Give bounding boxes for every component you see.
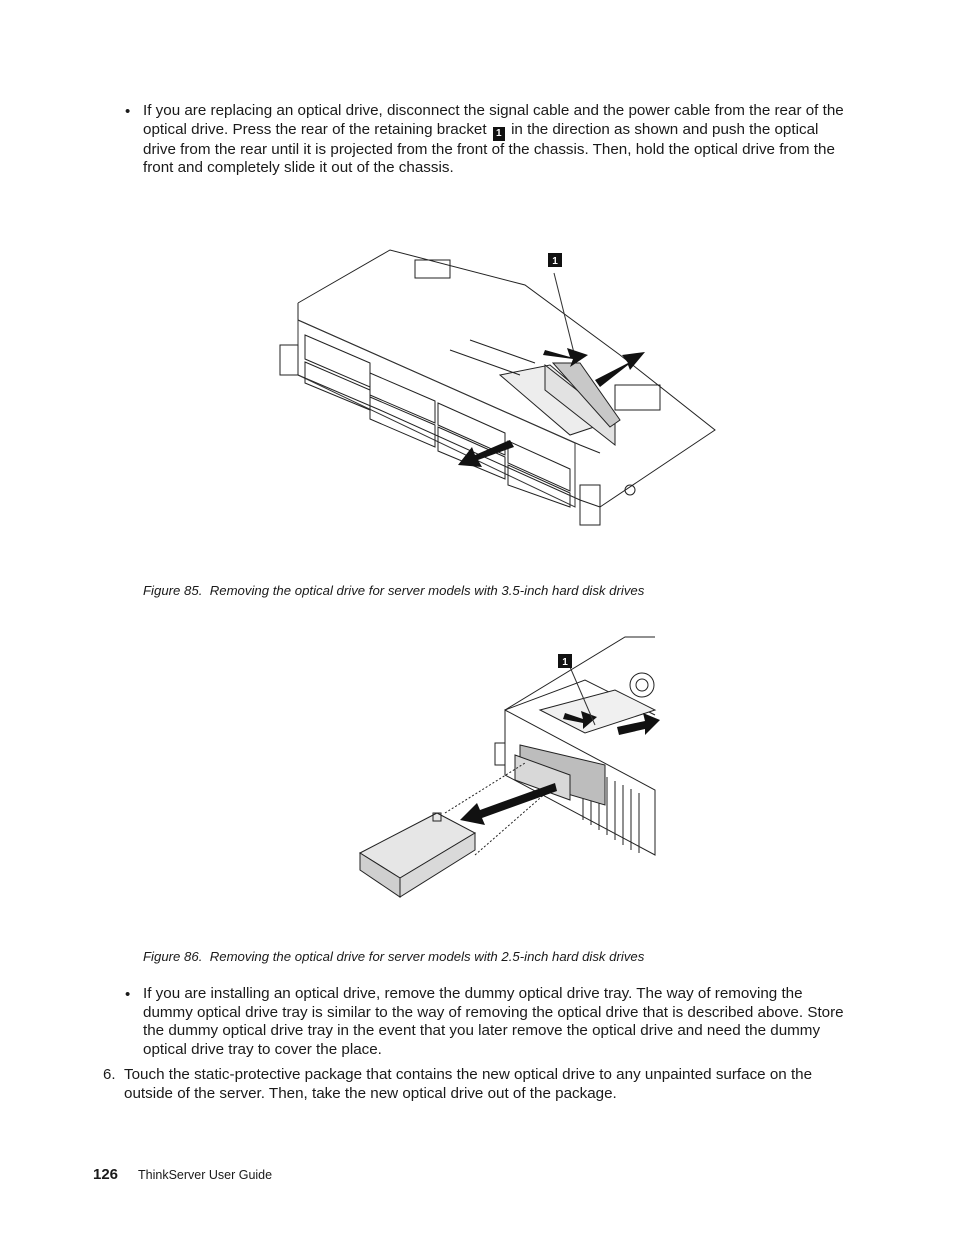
bullet-marker: • (125, 986, 131, 1003)
paragraph-replacing-optical-drive (143, 102, 848, 178)
step-6-text: Touch the static-protective package that contains the new optical drive to any unpainted surface on the outside of the server. Then, take the new optical drive out of the package. (124, 1066, 813, 1102)
callout-badge: 1 (493, 127, 505, 141)
paragraph-text-before-callout: If you are replacing an optical drive, disconnect the signal cable and the power cable from the rear of the optical drive. Press the rear of the retaining bracket (143, 102, 844, 138)
document-title: ThinkServer User Guide (138, 1168, 273, 1182)
step-number: 6. (103, 1066, 116, 1083)
figure-85-callout: 1 (552, 256, 558, 267)
figure-85-caption (143, 583, 644, 598)
page-number: 126 (93, 1166, 119, 1183)
figure-86-caption (143, 949, 644, 964)
figure-86-callout: 1 (562, 657, 568, 668)
figure-86-caption-text: Removing the optical drive for server models with 2.5-inch hard disk drives (209, 949, 645, 964)
bullet-marker: • (125, 103, 131, 120)
figure-86-illustration (355, 635, 660, 905)
figure-85-illustration (270, 245, 720, 550)
figure-85-label: Figure 85. (143, 583, 203, 598)
paragraph-text-after-callout: in the direction as shown and push the optical drive from the rear until it is projected from the front of the chassis. Then, hold the optical drive from the front and completely slide it out of the chassis. (143, 120, 835, 177)
figure-85-caption-text: Removing the optical drive for server models with 3.5-inch hard disk drives (209, 583, 645, 598)
figure-86-label: Figure 86. (143, 949, 203, 964)
paragraph-installing-optical-drive: If you are installing an optical drive, remove the dummy optical drive tray. The way of removing the dummy optical drive tray is similar to the way of removing the optical drive that is described above. Store the dummy optical drive tray in the event that you later remove the optical drive and need the dummy optical drive tray to cover the place. (143, 985, 844, 1058)
